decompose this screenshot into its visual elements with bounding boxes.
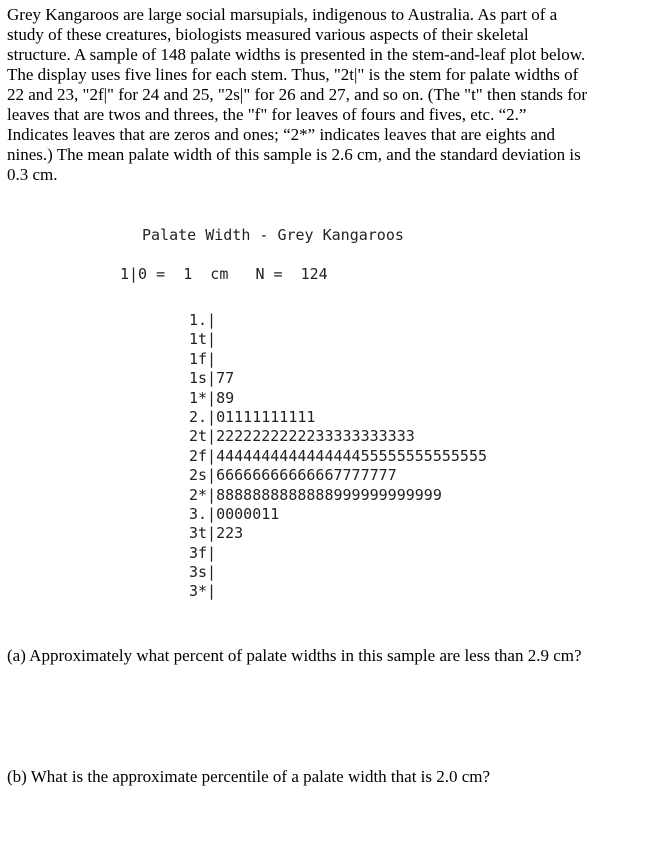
- stem-row: 2*|8888888888888999999999999: [189, 485, 442, 504]
- stem-row: 2t|2222222222233333333333: [189, 427, 415, 446]
- stem-row: 3.|0000011: [189, 504, 280, 523]
- stem-row: 3t|223: [189, 524, 244, 543]
- intro-line: study of these creatures, biologists measured various aspects of their skeletal: [7, 25, 529, 44]
- intro-line: 22 and 23, "2f|" for 24 and 25, "2s|" for 26 and 27, and so on. (The "t" then stands for: [7, 85, 588, 104]
- stem-row: 2s|66666666666667777777: [189, 466, 397, 485]
- stem-row: 3f|: [189, 543, 217, 562]
- stem-row: 1t|: [189, 330, 217, 349]
- stem-row: 1*|89: [189, 388, 235, 407]
- stem-row: 2f|444444444444444455555555555555: [189, 446, 488, 465]
- intro-line: The display uses five lines for each stem. Thus, "2t|" is the stem for palate widths of: [7, 65, 579, 84]
- intro-line: leaves that are twos and threes, the "f" for leaves of fours and fives, etc. “2.”: [7, 105, 527, 124]
- question-a: (a) Approximately what percent of palate widths in this sample are less than 2.9 cm?: [7, 646, 582, 665]
- question-b: (b) What is the approximate percentile of a palate width that is 2.0 cm?: [7, 767, 491, 786]
- intro-line: Indicates leaves that are zeros and ones; “2*” indicates leaves that are eights and: [7, 125, 556, 144]
- intro-line: Grey Kangaroos are large social marsupials, indigenous to Australia. As part of a: [7, 5, 558, 24]
- stem-row: 1f|: [189, 349, 217, 368]
- intro-paragraph: [7, 5, 647, 185]
- intro-line: nines.) The mean palate width of this sample is 2.6 cm, and the standard deviation is: [7, 145, 581, 164]
- stem-row: 3s|: [189, 563, 217, 582]
- stem-row: 1.|: [189, 311, 217, 329]
- stem-leaf-title: Palate Width - Grey Kangaroos: [142, 226, 404, 244]
- stem-row: 1s|77: [189, 369, 235, 388]
- stem-row: 2.|01111111111: [189, 407, 316, 426]
- stem-row: 3*|: [189, 582, 217, 601]
- stem-leaf-key: 1|0 = 1 cm N = 124: [120, 265, 328, 283]
- stem-leaf-plot: [189, 311, 487, 602]
- intro-line: structure. A sample of 148 palate widths is presented in the stem-and-leaf plot below.: [7, 45, 586, 64]
- intro-line: 0.3 cm.: [7, 165, 58, 184]
